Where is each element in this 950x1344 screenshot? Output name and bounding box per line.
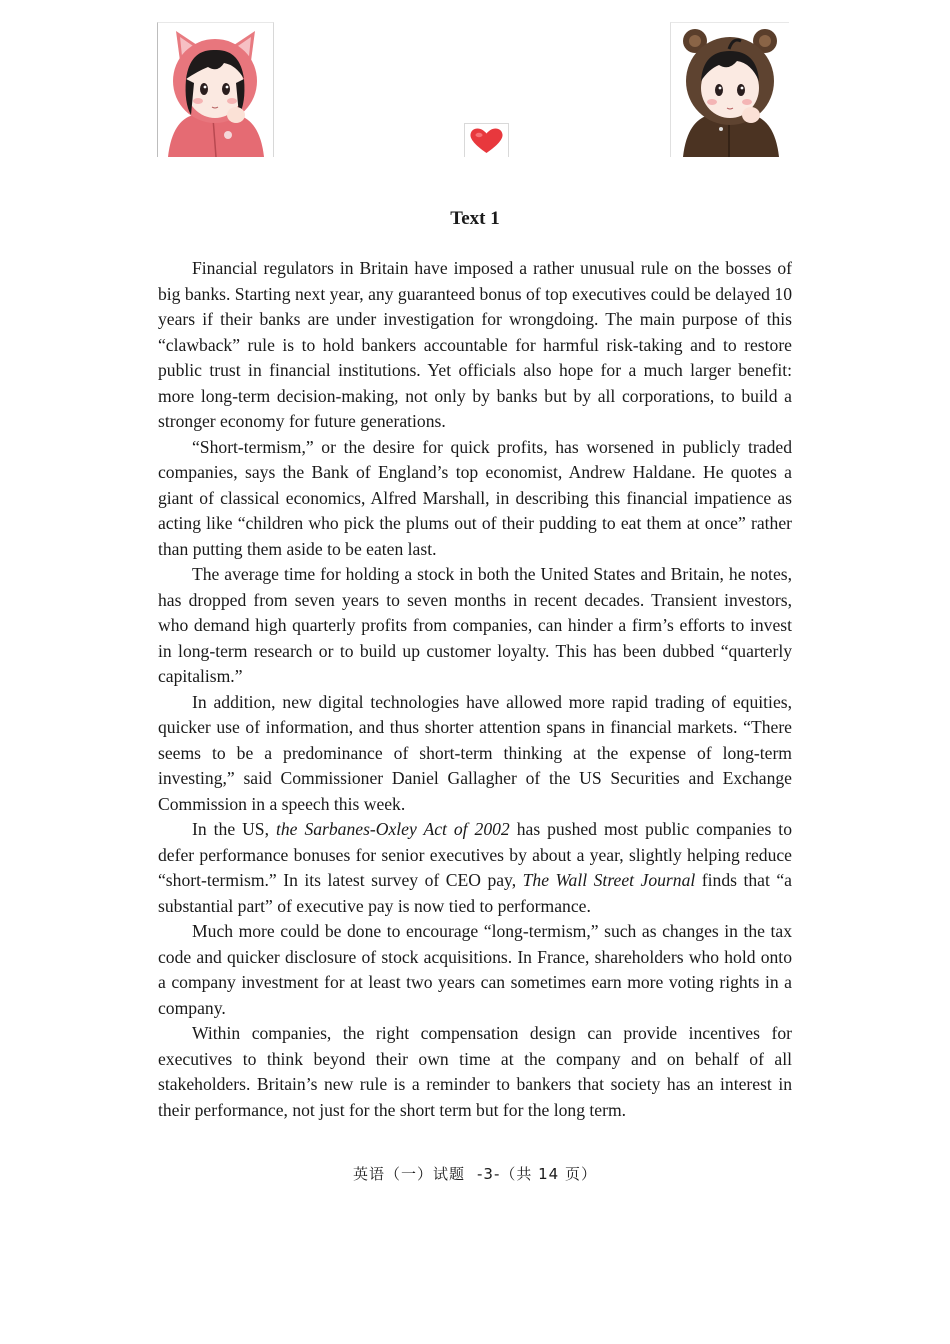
paragraph-text: finds that “a substantial part” of executive pay is now tied to performance. [158, 870, 792, 916]
bear-hood-girl-drawing [671, 23, 789, 157]
paragraph-5 [158, 817, 792, 919]
paragraph-7 [158, 1021, 792, 1123]
paragraph-4 [158, 690, 792, 818]
cat-hood-girl-drawing [158, 23, 273, 157]
girl-cat-hood-illustration [157, 22, 274, 157]
heart-icon-box [464, 123, 509, 157]
paragraph-text: Much more could be done to encourage “long-termism,” such as changes in the tax code and quicker disclosure of stock acquisitions. In France, shareholders who hold onto a company investment for at least two years can sometimes earn more voting rights in a company. [158, 921, 792, 1018]
paragraph-text: “Short-termism,” or the desire for quick profits, has worsened in publicly traded companies, says the Bank of England’s top economist, Andrew Haldane. He quotes a giant of classical economics, Alfred Marshall, in describing this financial impatience as acting like “children who pick the plums out of their pudding to eat them at once” rather than putting them aside to be eaten last. [158, 436, 792, 559]
paragraph-1 [158, 256, 792, 435]
paragraph-2 [158, 435, 792, 563]
footer-subject: 英语（一）试题 [352, 1165, 465, 1183]
paragraph-6 [158, 919, 792, 1021]
article-body [158, 256, 792, 1123]
page-footer [0, 1163, 950, 1185]
paragraph-3 [158, 562, 792, 690]
paragraph-text: Financial regulators in Britain have imposed a rather unusual rule on the bosses of big banks. Starting next year, any guaranteed bonus of top executives could be delayed 10 years if their banks are under investigation for wrongdoing. The main purpose of this “clawback” rule is to hold bankers accountable for harmful risk-taking and to restore public trust in financial institutions. Yet officials also hope for a much larger benefit: more long-term decision-making, not only by banks but by all corporations, to build a stronger economy for future generations. [158, 258, 792, 431]
footer-page-number: -3-（共 14 页） [477, 1165, 597, 1183]
paragraph-text: The average time for holding a stock in both the United States and Britain, he notes, has dropped from seven years to seven months in recent decades. Transient investors, who demand high quarterly profits from companies, can hinder a firm’s efforts to invest in long-term research or to build up customer loyalty. This has been dubbed “quarterly capitalism.” [158, 564, 792, 686]
paragraph-text: has pushed most public companies to defer performance bonuses for senior executives by about a year, slightly helping reduce “short-termism.” In its latest survey of CEO pay, [158, 819, 792, 890]
paragraph-text: Within companies, the right compensation design can provide incentives for executives to think beyond their own time at the company and on behalf of all stakeholders. Britain’s new rule is a reminder to bankers that society has an interest in their performance, not just for the short term but for the long term. [158, 1023, 792, 1120]
newspaper-title: The Wall Street Journal [522, 870, 696, 890]
act-title: the Sarbanes-Oxley Act of 2002 [275, 819, 510, 839]
text-title: Text 1 [450, 208, 500, 229]
paragraph-text: In the US, [192, 819, 276, 839]
paragraph-text: In addition, new digital technologies have allowed more rapid trading of equities, quicker use of information, and thus shorter attention spans in financial markets. “There seems to be a predominance of short-term thinking at the expense of long-term investing,” said Commissioner Daniel Gallagher of the US Securities and Exchange Commission in a speech this week. [158, 691, 792, 814]
girl-bear-hood-illustration [670, 22, 789, 157]
heart-icon [465, 124, 508, 157]
